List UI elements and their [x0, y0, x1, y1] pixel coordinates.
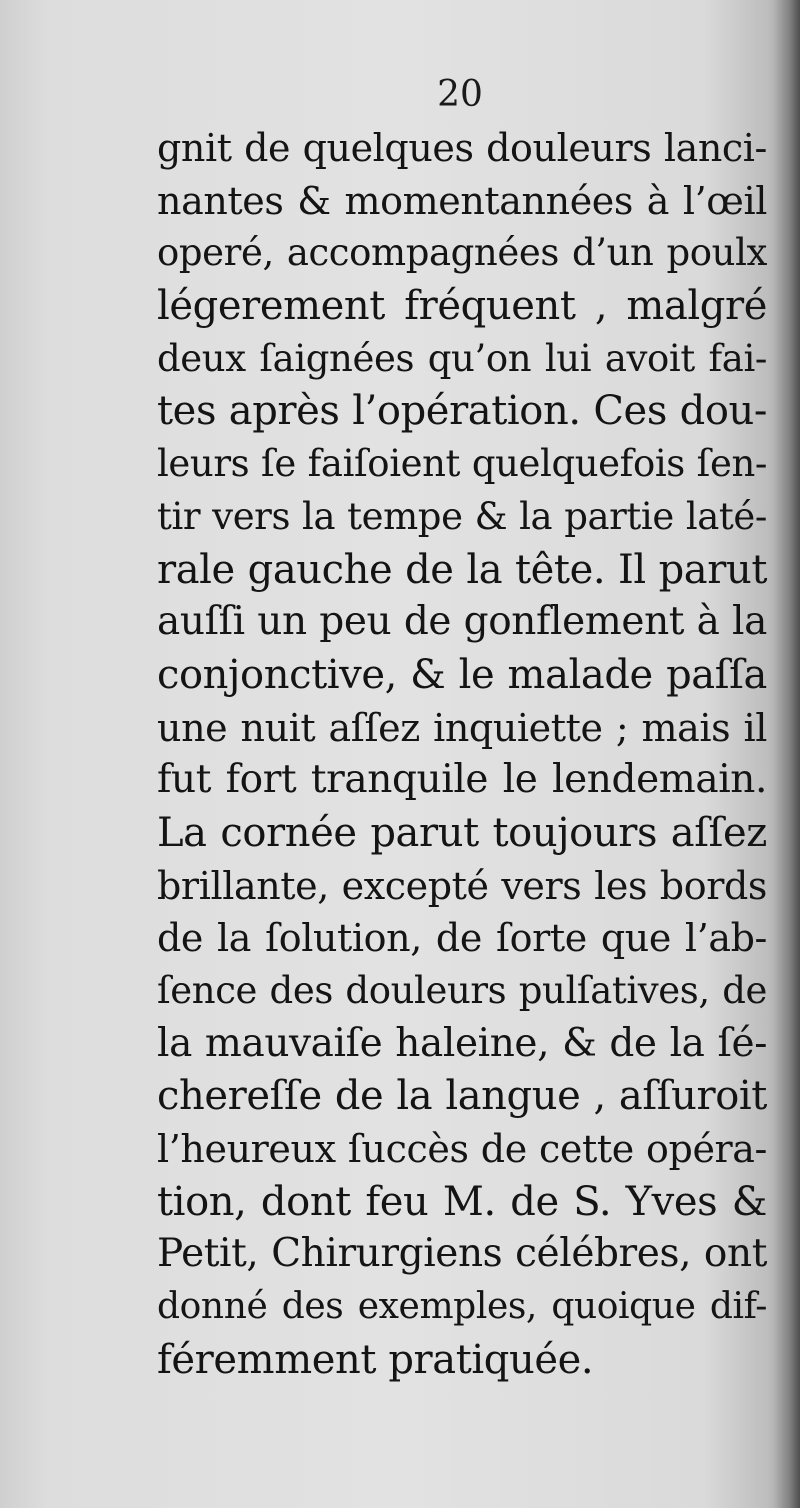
text-line: Petit, Chirurgiens célébres, ont [157, 1231, 767, 1277]
text-line: tir vers la tempe & la partie laté- [157, 494, 767, 538]
text-line: l’heureux ſuccès de cette opéra- [157, 1127, 767, 1172]
text-line: nantes & momentannées à l’œil [157, 178, 767, 223]
text-line: tes après l’opération. Ces dou- [157, 388, 767, 435]
text-line: légerement fréquent , malgré [157, 283, 767, 330]
page-number: 20 [437, 74, 483, 115]
text-line: la mauvaiſe haleine, & de la ſé- [157, 1020, 767, 1066]
text-line: ſence des douleurs pulſatives, de [157, 969, 767, 1012]
text-line: conjonctive, & le malade paſſa [157, 651, 767, 698]
text-line: deux ſaignées qu’on lui avoit fai- [157, 336, 767, 380]
text-line: féremment pratiquée. [157, 1336, 594, 1383]
page-edge-shadow [774, 0, 800, 1508]
text-line: auſſi un peu de gonflement à la [157, 599, 767, 645]
text-line: tion, dont feu M. de S. Yves & [157, 1178, 767, 1225]
text-line: chereſſe de la langue , aſſuroit [157, 1073, 767, 1120]
text-line: brillante, excepté vers les bords [157, 863, 767, 908]
text-line: leurs ſe faiſoient quelquefois ſen- [157, 442, 767, 486]
text-line: La cornée parut toujours aſſez [157, 809, 767, 856]
text-line: donné des exemples, quoique dif- [157, 1286, 767, 1328]
text-line: operé, accompagnées d’un poulx [157, 231, 767, 275]
text-line: de la ſolution, de ſorte que l’ab- [157, 916, 767, 961]
text-line: rale gauche de la tête. Il parut [157, 546, 767, 593]
text-line: une nuit aſſez inquiette ; mais il [157, 705, 767, 750]
text-line: gnit de quelques douleurs lanci- [157, 126, 767, 170]
text-line: fut fort tranquile le lendemain. [157, 757, 767, 803]
body-text [157, 122, 767, 1387]
